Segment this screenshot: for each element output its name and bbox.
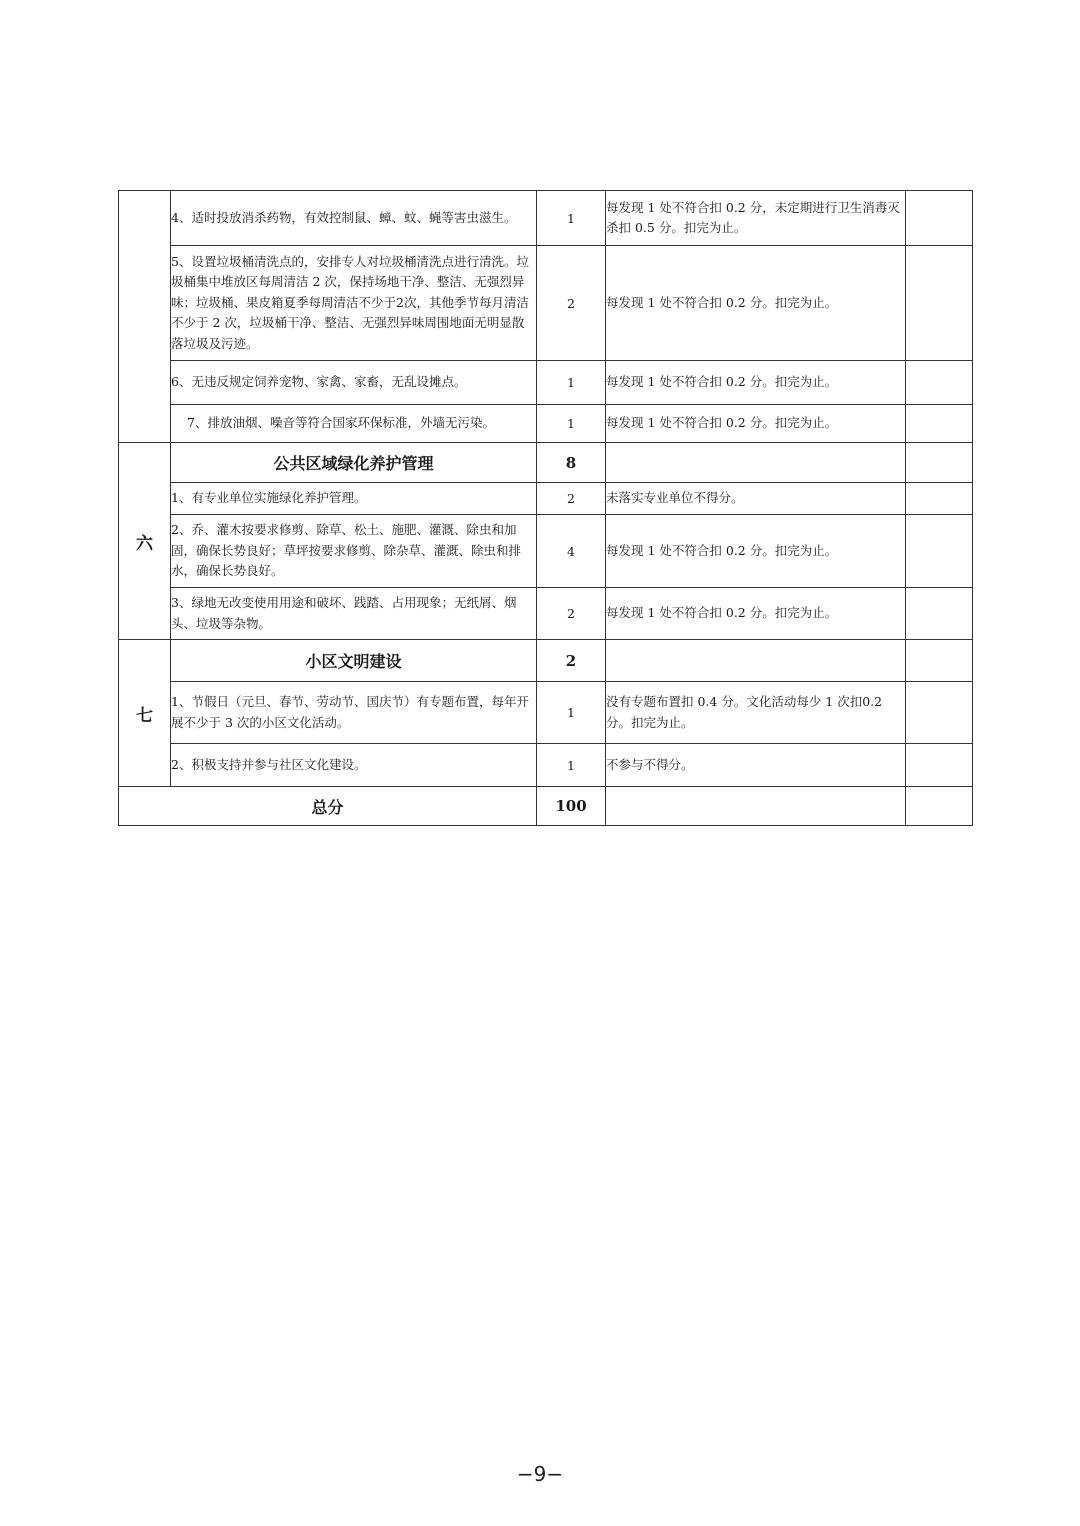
table-row xyxy=(119,588,973,640)
table-row xyxy=(119,515,973,588)
item-points: 1 xyxy=(537,682,606,744)
score-cell xyxy=(906,483,973,515)
score-cell xyxy=(906,744,973,787)
section-title: 公共区域绿化养护管理 xyxy=(171,443,537,483)
item-points: 1 xyxy=(537,405,606,443)
section-number: 六 xyxy=(119,443,171,640)
item-text: 2、积极支持并参与社区文化建设。 xyxy=(171,744,537,787)
item-points: 2 xyxy=(537,588,606,640)
table-row xyxy=(119,744,973,787)
score-cell xyxy=(906,787,973,826)
scoring-table xyxy=(118,190,973,826)
item-text: 7、排放油烟、噪音等符合国家环保标准，外墙无污染。 xyxy=(171,405,537,443)
deduction-rule: 每发现 1 处不符合扣 0.2 分。扣完为止。 xyxy=(606,405,906,443)
item-text: 5、设置垃圾桶清洗点的，安排专人对垃圾桶清洗点进行清洗。垃圾桶集中堆放区每周清洁 2 次，保持场地干净、整洁、无强烈异味；垃圾桶、果皮箱夏季每周清洁不少于2次，其他季节每月清洁不少于 2 次，垃圾桶干净、整洁、无强烈异味周围地面无明显散落垃圾及污迹。 xyxy=(171,246,537,361)
total-label: 总分 xyxy=(119,787,537,826)
item-text: 3、绿地无改变使用用途和破坏、践踏、占用现象；无纸屑、烟头、垃圾等杂物。 xyxy=(171,588,537,640)
rule-cell xyxy=(606,640,906,682)
page-number: −9− xyxy=(516,1462,564,1486)
score-cell xyxy=(906,361,973,405)
item-text: 6、无违反规定饲养宠物、家禽、家畜，无乱设摊点。 xyxy=(171,361,537,405)
total-points: 100 xyxy=(537,787,606,826)
item-points: 2 xyxy=(537,246,606,361)
item-points: 4 xyxy=(537,515,606,588)
deduction-rule: 每发现 1 处不符合扣 0.2 分，未定期进行卫生消毒灭杀扣 0.5 分。扣完为止。 xyxy=(606,191,906,246)
deduction-rule: 每发现 1 处不符合扣 0.2 分。扣完为止。 xyxy=(606,361,906,405)
rule-cell xyxy=(606,787,906,826)
score-cell xyxy=(906,246,973,361)
score-cell xyxy=(906,682,973,744)
section-number-cell xyxy=(119,191,171,443)
section-points: 2 xyxy=(537,640,606,682)
section-header-row xyxy=(119,443,973,483)
deduction-rule: 每发现 1 处不符合扣 0.2 分。扣完为止。 xyxy=(606,246,906,361)
deduction-rule: 没有专题布置扣 0.4 分。文化活动每少 1 次扣0.2 分。扣完为止。 xyxy=(606,682,906,744)
item-points: 1 xyxy=(537,191,606,246)
table-row xyxy=(119,361,973,405)
table-row xyxy=(119,483,973,515)
score-cell xyxy=(906,515,973,588)
item-text: 4、适时投放消杀药物，有效控制鼠、蟑、蚊、蝇等害虫滋生。 xyxy=(171,191,537,246)
item-text: 1、节假日（元旦、春节、劳动节、国庆节）有专题布置，每年开展不少于 3 次的小区文化活动。 xyxy=(171,682,537,744)
total-row xyxy=(119,787,973,826)
section-header-row xyxy=(119,640,973,682)
item-points: 1 xyxy=(537,744,606,787)
item-text: 2、乔、灌木按要求修剪、除草、松土、施肥、灌溉、除虫和加固，确保长势良好；草坪按要求修剪、除杂草、灌溉、除虫和排水，确保长势良好。 xyxy=(171,515,537,588)
score-cell xyxy=(906,588,973,640)
score-cell xyxy=(906,640,973,682)
item-points: 1 xyxy=(537,361,606,405)
item-points: 2 xyxy=(537,483,606,515)
deduction-rule: 不参与不得分。 xyxy=(606,744,906,787)
section-points: 8 xyxy=(537,443,606,483)
deduction-rule: 每发现 1 处不符合扣 0.2 分。扣完为止。 xyxy=(606,515,906,588)
table-row xyxy=(119,682,973,744)
deduction-rule: 未落实专业单位不得分。 xyxy=(606,483,906,515)
table-row xyxy=(119,191,973,246)
table-row xyxy=(119,246,973,361)
item-text: 1、有专业单位实施绿化养护管理。 xyxy=(171,483,537,515)
deduction-rule: 每发现 1 处不符合扣 0.2 分。扣完为止。 xyxy=(606,588,906,640)
score-cell xyxy=(906,405,973,443)
section-title: 小区文明建设 xyxy=(171,640,537,682)
score-cell xyxy=(906,443,973,483)
section-number: 七 xyxy=(119,640,171,787)
table-row xyxy=(119,405,973,443)
rule-cell xyxy=(606,443,906,483)
score-cell xyxy=(906,191,973,246)
